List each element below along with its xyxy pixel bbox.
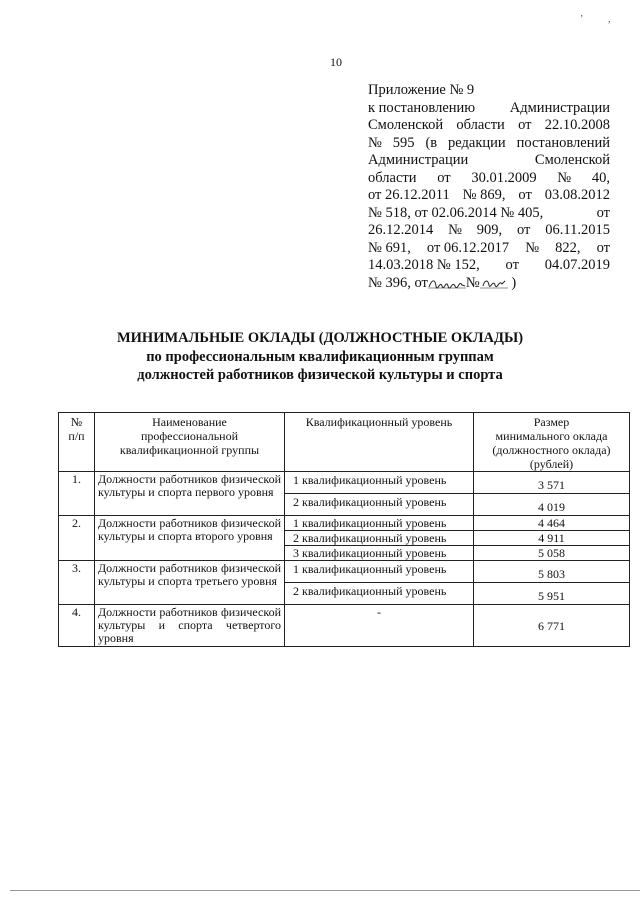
group-name: Должности работников физической культуры и спорта второго уровня <box>95 516 285 561</box>
table-row <box>59 472 630 494</box>
appendix-word: редакции <box>448 134 506 151</box>
table-row <box>59 516 630 531</box>
appendix-closing: ) <box>507 274 517 291</box>
appendix-word: от 06.12.2017 <box>426 239 510 256</box>
appendix-word: Администрации <box>509 99 610 116</box>
salary-value: 5 058 <box>474 546 630 561</box>
appendix-line <box>368 222 610 240</box>
appendix-word: от 26.12.2011 <box>368 187 450 203</box>
page-number: 10 <box>330 55 342 69</box>
appendix-word: от <box>596 204 610 221</box>
appendix-word: Администрации <box>368 152 469 168</box>
appendix-word: от <box>517 222 531 238</box>
appendix-word: 26.12.2014 <box>368 222 434 238</box>
appendix-word: № <box>448 222 462 238</box>
appendix-last-line <box>368 275 610 293</box>
salary-value: 5 803 <box>474 561 630 583</box>
salary-value: 5 951 <box>474 583 630 605</box>
appendix-word: области <box>368 169 417 186</box>
appendix-word: № <box>368 134 382 151</box>
appendix-word: области <box>456 117 505 133</box>
salary-value: 3 571 <box>474 472 630 494</box>
title-line-3: должностей работников физической культуры и спорта <box>137 367 503 383</box>
appendix-word: 14.03.2018 № 152, <box>368 257 480 273</box>
scan-mark-left: ’ <box>580 14 584 25</box>
appendix-word: № 869, <box>462 187 506 203</box>
appendix-line <box>368 170 610 188</box>
appendix-word: от <box>437 169 451 186</box>
salary-value: 6 771 <box>474 605 630 647</box>
header-line: п/п <box>68 429 85 443</box>
appendix-word: 22.10.2008 <box>544 117 610 133</box>
table-row <box>59 561 630 583</box>
appendix-number-sign: № <box>465 274 480 291</box>
appendix-line <box>368 152 610 170</box>
salary-table <box>58 412 630 647</box>
header-line: (рублей) <box>529 457 574 471</box>
appendix-block <box>368 82 610 292</box>
appendix-word: от <box>505 257 519 273</box>
header-level: Квалификационный уровень <box>285 413 474 472</box>
row-number: 2. <box>59 516 95 561</box>
salary-value: 4 464 <box>474 516 630 531</box>
row-number: 3. <box>59 561 95 605</box>
appendix-word: № <box>557 169 572 186</box>
appendix-word: Приложение № 9 <box>368 82 475 98</box>
qualification-level: 2 квалификационный уровень <box>285 583 474 605</box>
document-title <box>0 329 640 385</box>
table-row <box>59 605 630 647</box>
header-line: Наименование <box>152 415 227 429</box>
appendix-line <box>368 187 610 205</box>
group-name: Должности работников физической культуры и спорта первого уровня <box>95 472 285 516</box>
header-num <box>59 413 95 472</box>
appendix-word: 909, <box>476 222 503 238</box>
header-line: минимального оклада <box>495 429 608 443</box>
row-number: 4. <box>59 605 95 647</box>
header-line: квалификационной группы <box>119 443 260 457</box>
salary-value: 4 911 <box>474 531 630 546</box>
appendix-word: постановлений <box>516 134 610 151</box>
appendix-line <box>368 257 610 275</box>
header-name <box>95 413 285 472</box>
qualification-level: 1 квалификационный уровень <box>285 516 474 531</box>
qualification-level: - <box>285 605 474 647</box>
appendix-word: от <box>596 239 610 256</box>
appendix-line <box>368 135 610 153</box>
appendix-word: 04.07.2019 <box>544 257 610 273</box>
appendix-line <box>368 117 610 135</box>
qualification-level: 1 квалификационный уровень <box>285 472 474 494</box>
appendix-word: № 518, от 02.06.2014 № 405, <box>368 204 544 221</box>
title-line-2: по профессиональным квалификационным группам <box>146 348 494 365</box>
appendix-word: № 691, <box>368 239 411 256</box>
appendix-word: (в <box>425 134 438 151</box>
group-name: Должности работников физической культуры и спорта третьего уровня <box>95 561 285 605</box>
appendix-word: Смоленской <box>368 117 444 133</box>
qualification-level: 2 квалификационный уровень <box>285 494 474 516</box>
qualification-level: 2 квалификационный уровень <box>285 531 474 546</box>
salary-value: 4 019 <box>474 494 630 516</box>
qualification-level: 1 квалификационный уровень <box>285 561 474 583</box>
header-salary <box>474 413 630 472</box>
appendix-word: от <box>518 187 532 203</box>
group-name: Должности работников физической культуры и спорта четвертого уровня <box>95 605 285 647</box>
handwritten-date <box>428 277 466 289</box>
appendix-word: 822, <box>555 239 581 256</box>
appendix-word: к постановлению <box>368 99 476 116</box>
appendix-word: Смоленской <box>534 152 610 168</box>
scan-edge-line <box>10 890 640 891</box>
title-line-1: МИНИМАЛЬНЫЕ ОКЛАДЫ (ДОЛЖНОСТНЫЕ ОКЛАДЫ) <box>116 330 524 346</box>
appendix-line <box>368 100 610 118</box>
appendix-word: 03.08.2012 <box>544 187 610 203</box>
appendix-last-prefix: № 396, от <box>368 274 428 291</box>
appendix-line <box>368 240 610 258</box>
header-line: (должностного оклада) <box>492 443 611 457</box>
appendix-word: 595 <box>392 134 415 151</box>
handwritten-number <box>480 277 508 289</box>
header-line: № <box>70 415 83 429</box>
appendix-word: 40, <box>591 169 610 186</box>
appendix-line <box>368 205 610 223</box>
scan-mark-right: , <box>608 14 611 25</box>
appendix-word: № <box>525 239 540 256</box>
row-number: 1. <box>59 472 95 516</box>
appendix-word: от <box>518 117 532 133</box>
header-line: профессиональной <box>140 429 239 443</box>
appendix-word: 06.11.2015 <box>545 222 610 238</box>
appendix-line <box>368 82 610 100</box>
qualification-level: 3 квалификационный уровень <box>285 546 474 561</box>
header-line: Размер <box>533 415 570 429</box>
appendix-word: 30.01.2009 <box>471 169 537 186</box>
